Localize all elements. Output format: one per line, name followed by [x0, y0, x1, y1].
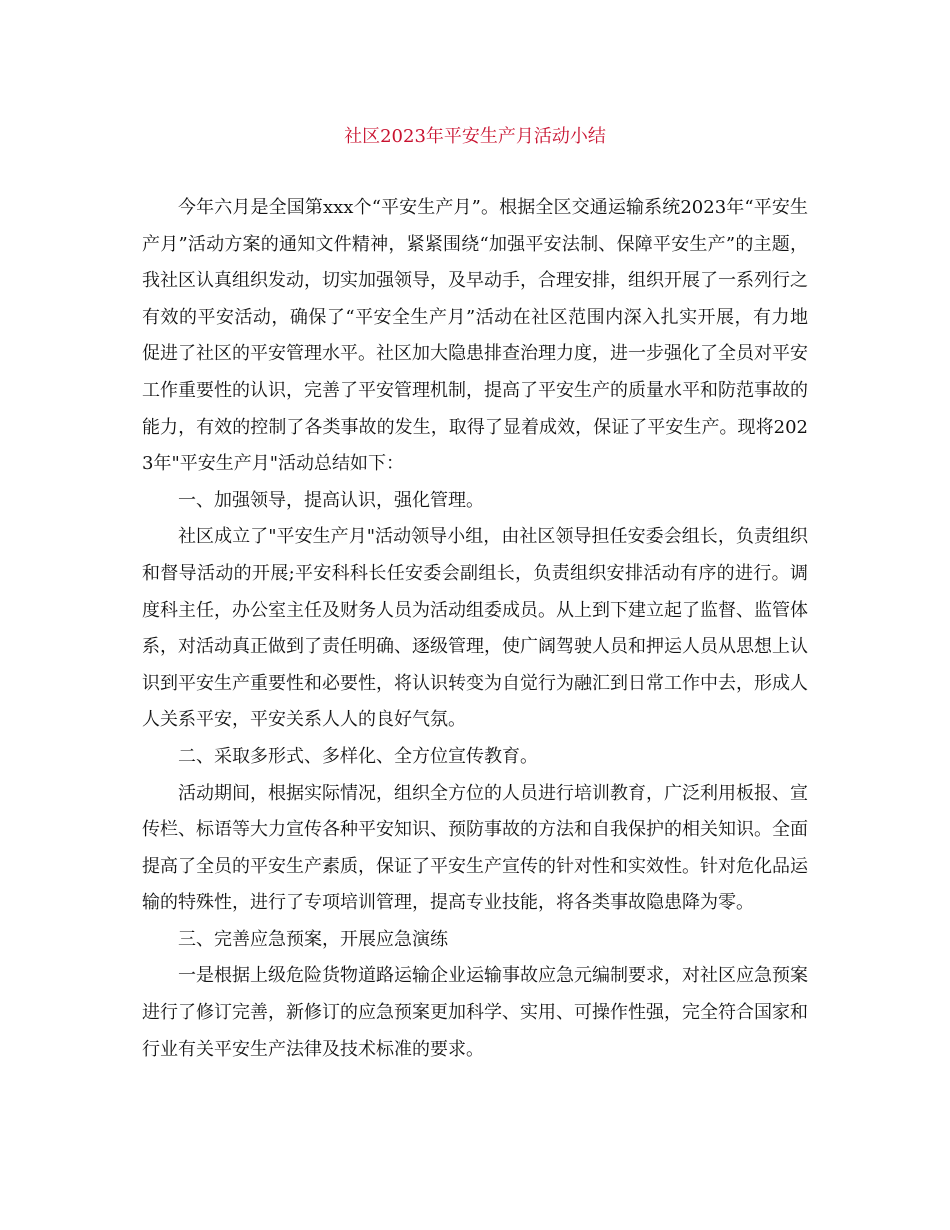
- section-heading-1: 一、加强领导，提高认识，强化管理。: [178, 489, 484, 511]
- section-heading-2: 二、采取多形式、多样化、全方位宣传教育。: [178, 745, 538, 767]
- paragraph-section-2: 活动期间，根据实际情况，组织全方位的人员进行培训教育，广泛利用板报、宣传栏、标语等大力宣传各种平安知识、预防事故的方法和自我保护的相关知识。全面提高了全员的平安生产素质，保证了平安生产宣传的针对性和实效性。针对危化品运输的特殊性，进行了专项培训管理，提高专业技能，将各类事故隐患降为零。: [142, 782, 808, 914]
- paragraph-section-1: 社区成立了"平安生产月"活动领导小组，由社区领导担任安委会组长，负责组织和督导活动的开展;平安科科长任安委会副组长，负责组织安排活动有序的进行。调度科主任，办公室主任及财务人员为活动组委成员。从上到下建立起了监督、监管体系，对活动真正做到了责任明确、逐级管理，使广阔驾驶人员和押运人员从思想上认识到平安生产重要性和必要性，将认识转变为自觉行为融汇到日常工作中去，形成人人关系平安，平安关系人人的良好气氛。: [142, 526, 808, 731]
- document-title: 社区2023年平安生产月活动小结: [344, 126, 606, 147]
- paragraph-section-3: 一是根据上级危险货物道路运输企业运输事故应急元编制要求，对社区应急预案进行了修订完善，新修订的应急预案更加科学、实用、可操作性强，完全符合国家和行业有关平安生产法律及技术标准的要求。: [142, 965, 808, 1060]
- paragraph-intro: 今年六月是全国第xxx个“平安生产月”。根据全区交通运输系统2023年“平安生产月”活动方案的通知文件精神，紧紧围绕“加强平安法制、保障平安生产”的主题，我社区认真组织发动，切实加强领导，及早动手，合理安排，组织开展了一系列行之有效的平安活动，确保了“平安全生产月”活动在社区范围内深入扎实开展，有力地促进了社区的平安管理水平。社区加大隐患排查治理力度，进一步强化了全员对平安工作重要性的认识，完善了平安管理机制，提高了平安生产的质量水平和防范事故的能力，有效的控制了各类事故的发生，取得了显着成效，保证了平安生产。现将2023年"平安生产月"活动总结如下：: [142, 197, 808, 475]
- section-heading-3: 三、完善应急预案，开展应急演练: [178, 928, 448, 950]
- document-body: [142, 190, 808, 1068]
